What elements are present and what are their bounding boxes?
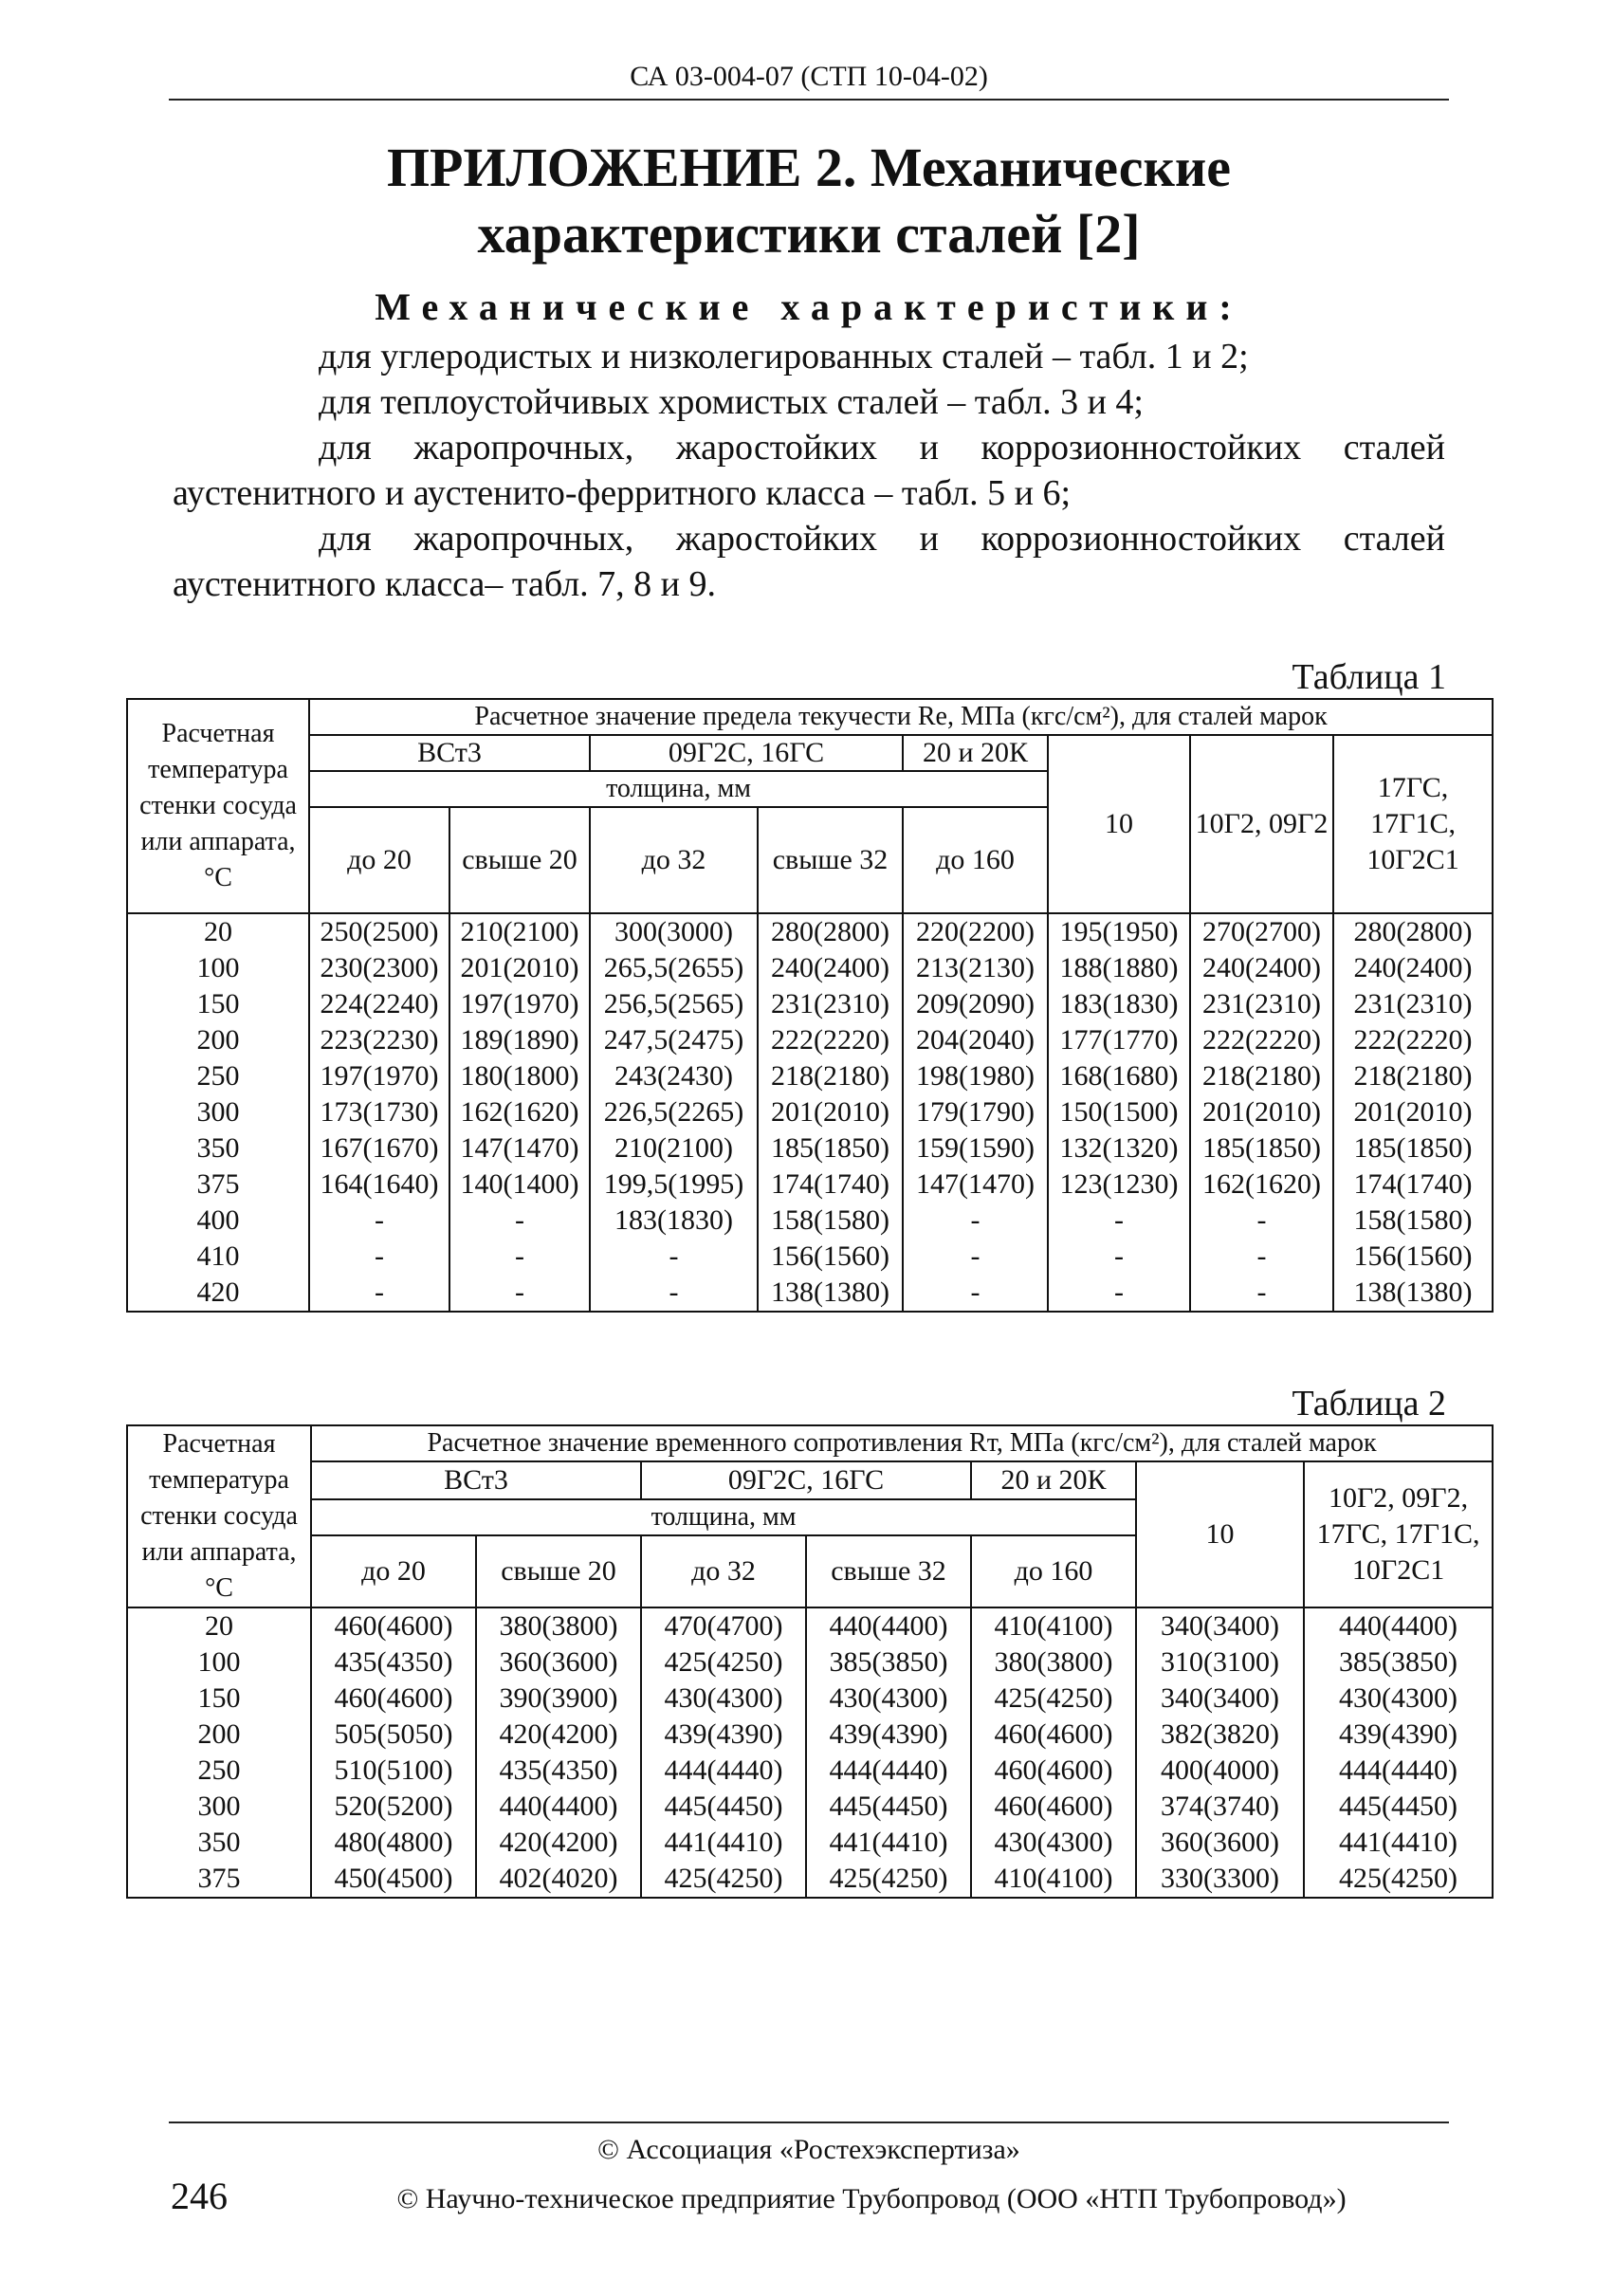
table-1-subheader: до 160 (903, 807, 1048, 913)
value-cell: 188(1880) (1048, 950, 1190, 986)
value-cell: - (903, 1203, 1048, 1239)
value-cell: 147(1470) (449, 1130, 590, 1166)
temperature-cell: 410 (127, 1239, 309, 1275)
value-cell: 201(2010) (1190, 1094, 1333, 1130)
value-cell: 138(1380) (758, 1275, 903, 1312)
value-cell: - (309, 1203, 449, 1239)
value-cell: - (449, 1203, 590, 1239)
value-cell: 204(2040) (903, 1022, 1048, 1058)
table-2-subheader: до 20 (311, 1535, 476, 1607)
value-cell: 209(2090) (903, 986, 1048, 1022)
temperature-cell: 250 (127, 1753, 311, 1789)
value-cell: 444(4440) (1304, 1753, 1493, 1789)
value-cell: 240(2400) (1333, 950, 1493, 986)
value-cell: 197(1970) (449, 986, 590, 1022)
intro-list (173, 334, 1445, 607)
value-cell: 156(1560) (758, 1239, 903, 1275)
value-cell: 167(1670) (309, 1130, 449, 1166)
table-1-header-09g2s: 09Г2С, 16ГС (590, 735, 903, 771)
page-number: 246 (171, 2175, 228, 2217)
value-cell: 340(3400) (1136, 1681, 1304, 1717)
value-cell: 440(4400) (476, 1789, 641, 1825)
value-cell: 445(4450) (1304, 1789, 1493, 1825)
value-cell: 330(3300) (1136, 1861, 1304, 1898)
value-cell: 420(4200) (476, 1825, 641, 1861)
value-cell: 158(1580) (758, 1203, 903, 1239)
table-2-header-10g2: 10Г2, 09Г2, 17ГС, 17Г1С, 10Г2С1 (1304, 1461, 1493, 1607)
value-cell: 444(4440) (806, 1753, 971, 1789)
page-title-line-2: характеристики сталей [2] (477, 203, 1141, 265)
table-1-subheader: свыше 20 (449, 807, 590, 913)
value-cell: 340(3400) (1136, 1607, 1304, 1644)
table-1-header-10: 10 (1048, 735, 1190, 913)
value-cell: 460(4600) (971, 1717, 1136, 1753)
value-cell: 390(3900) (476, 1681, 641, 1717)
table-1-header-10g2: 10Г2, 09Г2 (1190, 735, 1333, 913)
temperature-cell: 100 (127, 950, 309, 986)
value-cell: 439(4390) (641, 1717, 806, 1753)
table-row (127, 1130, 1493, 1166)
value-cell: 132(1320) (1048, 1130, 1190, 1166)
running-header: СА 03-004-07 (СТП 10-04-02) (169, 61, 1449, 101)
table-row (127, 1644, 1493, 1681)
temperature-cell: 420 (127, 1275, 309, 1312)
temperature-cell: 350 (127, 1130, 309, 1166)
intro-item: для жаропрочных, жаростойких и коррозионностойких сталей аустенитного и аустенито-ферритного класса – табл. 5 и 6; (173, 428, 1445, 513)
table-2-subheader: свыше 32 (806, 1535, 971, 1607)
table-row (127, 986, 1493, 1022)
footer-copyright-publisher: © Научно-техническое предприятие Трубопровод (ООО «НТП Трубопровод») (396, 2183, 1347, 2214)
value-cell: 380(3800) (476, 1607, 641, 1644)
value-cell: 439(4390) (806, 1717, 971, 1753)
value-cell: 402(4020) (476, 1861, 641, 1898)
table-row (127, 913, 1493, 950)
table-1-yield-strength (126, 698, 1494, 1313)
intro-item: для теплоустойчивых хромистых сталей – табл. 3 и 4; (319, 382, 1144, 422)
value-cell: 222(2220) (758, 1022, 903, 1058)
intro-item: для углеродистых и низколегированных сталей – табл. 1 и 2; (319, 337, 1249, 377)
table-1-subheader: до 32 (590, 807, 758, 913)
value-cell: 162(1620) (1190, 1166, 1333, 1203)
value-cell: 460(4600) (311, 1607, 476, 1644)
section-subtitle: Механические характеристики: (375, 285, 1243, 328)
temperature-cell: 375 (127, 1166, 309, 1203)
value-cell: 231(2310) (1333, 986, 1493, 1022)
value-cell: - (1048, 1275, 1190, 1312)
table-1-header-17gs: 17ГС, 17Г1С, 10Г2С1 (1333, 735, 1493, 913)
value-cell: - (903, 1275, 1048, 1312)
value-cell: 360(3600) (476, 1644, 641, 1681)
temperature-cell: 20 (127, 913, 309, 950)
value-cell: 420(4200) (476, 1717, 641, 1753)
value-cell: 210(2100) (449, 913, 590, 950)
table-row (127, 1825, 1493, 1861)
value-cell: 198(1980) (903, 1058, 1048, 1094)
value-cell: 480(4800) (311, 1825, 476, 1861)
value-cell: 425(4250) (971, 1681, 1136, 1717)
value-cell: 460(4600) (971, 1789, 1136, 1825)
value-cell: 425(4250) (641, 1644, 806, 1681)
table-row (127, 1681, 1493, 1717)
table-2-header-10: 10 (1136, 1461, 1304, 1607)
table-1-caption: Таблица 1 (1292, 657, 1446, 697)
value-cell: 435(4350) (311, 1644, 476, 1681)
page-title (169, 135, 1449, 267)
value-cell: 164(1640) (309, 1166, 449, 1203)
value-cell: - (903, 1239, 1048, 1275)
value-cell: 445(4450) (806, 1789, 971, 1825)
table-row (127, 1022, 1493, 1058)
value-cell: 226,5(2265) (590, 1094, 758, 1130)
table-1-subheader: свыше 32 (758, 807, 903, 913)
value-cell: 195(1950) (1048, 913, 1190, 950)
value-cell: 185(1850) (758, 1130, 903, 1166)
value-cell: 439(4390) (1304, 1717, 1493, 1753)
value-cell: 385(3850) (806, 1644, 971, 1681)
value-cell: 159(1590) (903, 1130, 1048, 1166)
value-cell: 410(4100) (971, 1607, 1136, 1644)
value-cell: 250(2500) (309, 913, 449, 950)
value-cell: 265,5(2655) (590, 950, 758, 986)
value-cell: 400(4000) (1136, 1753, 1304, 1789)
value-cell: 224(2240) (309, 986, 449, 1022)
value-cell: 185(1850) (1333, 1130, 1493, 1166)
temperature-cell: 300 (127, 1094, 309, 1130)
table-1-header-temperature: Расчетная температура стенки сосуда или аппарата, °С (127, 699, 309, 913)
table-row (127, 950, 1493, 986)
temperature-cell: 100 (127, 1644, 311, 1681)
temperature-cell: 20 (127, 1607, 311, 1644)
value-cell: 185(1850) (1190, 1130, 1333, 1166)
table-2-header-09g2s: 09Г2С, 16ГС (641, 1461, 971, 1499)
value-cell: 123(1230) (1048, 1166, 1190, 1203)
value-cell: 177(1770) (1048, 1022, 1190, 1058)
value-cell: 520(5200) (311, 1789, 476, 1825)
temperature-cell: 150 (127, 1681, 311, 1717)
value-cell: 374(3740) (1136, 1789, 1304, 1825)
page-title-line-1: ПРИЛОЖЕНИЕ 2. Механические (386, 137, 1232, 198)
value-cell: 280(2800) (758, 913, 903, 950)
footer-rule (169, 2122, 1449, 2123)
value-cell: 505(5050) (311, 1717, 476, 1753)
table-2-subheader: до 160 (971, 1535, 1136, 1607)
value-cell: 430(4300) (1304, 1681, 1493, 1717)
value-cell: 162(1620) (449, 1094, 590, 1130)
table-1-header-thickness: толщина, мм (309, 771, 1048, 807)
value-cell: 158(1580) (1333, 1203, 1493, 1239)
temperature-cell: 250 (127, 1058, 309, 1094)
value-cell: 201(2010) (758, 1094, 903, 1130)
table-2-subheader: свыше 20 (476, 1535, 641, 1607)
table-2-subheader: до 32 (641, 1535, 806, 1607)
value-cell: 220(2200) (903, 913, 1048, 950)
temperature-cell: 200 (127, 1022, 309, 1058)
value-cell: 179(1790) (903, 1094, 1048, 1130)
value-cell: - (1190, 1203, 1333, 1239)
value-cell: 440(4400) (1304, 1607, 1493, 1644)
value-cell: 174(1740) (1333, 1166, 1493, 1203)
value-cell: 189(1890) (449, 1022, 590, 1058)
table-2-header-20k: 20 и 20К (971, 1461, 1136, 1499)
value-cell: 425(4250) (1304, 1861, 1493, 1898)
table-row (127, 1861, 1493, 1898)
value-cell: 441(4410) (806, 1825, 971, 1861)
value-cell: 230(2300) (309, 950, 449, 986)
value-cell: - (309, 1239, 449, 1275)
value-cell: 410(4100) (971, 1861, 1136, 1898)
value-cell: 201(2010) (449, 950, 590, 986)
value-cell: 240(2400) (758, 950, 903, 986)
intro-item: для жаропрочных, жаростойких и коррозионностойких сталей аустенитного класса– табл. 7, 8 и 9. (173, 519, 1445, 604)
table-row (127, 1789, 1493, 1825)
value-cell: 425(4250) (641, 1861, 806, 1898)
value-cell: 441(4410) (1304, 1825, 1493, 1861)
table-2-header-vst3: ВСт3 (311, 1461, 641, 1499)
table-1-header-20k: 20 и 20К (903, 735, 1048, 771)
value-cell: 310(3100) (1136, 1644, 1304, 1681)
table-1-header-vst3: ВСт3 (309, 735, 590, 771)
value-cell: 201(2010) (1333, 1094, 1493, 1130)
table-row (127, 1166, 1493, 1203)
table-1-subheader: до 20 (309, 807, 449, 913)
table-row (127, 1058, 1493, 1094)
value-cell: 441(4410) (641, 1825, 806, 1861)
table-2-tensile-strength (126, 1424, 1494, 1899)
value-cell: 183(1830) (590, 1203, 758, 1239)
value-cell: 380(3800) (971, 1644, 1136, 1681)
value-cell: - (309, 1275, 449, 1312)
value-cell: 247,5(2475) (590, 1022, 758, 1058)
value-cell: 223(2230) (309, 1022, 449, 1058)
value-cell: 147(1470) (903, 1166, 1048, 1203)
table-1-header-title: Расчетное значение предела текучести Re, МПа (кгс/см²), для сталей марок (309, 699, 1493, 735)
table-row (127, 1275, 1493, 1312)
value-cell: - (449, 1275, 590, 1312)
value-cell: 470(4700) (641, 1607, 806, 1644)
value-cell: 183(1830) (1048, 986, 1190, 1022)
value-cell: 510(5100) (311, 1753, 476, 1789)
temperature-cell: 150 (127, 986, 309, 1022)
value-cell: 300(3000) (590, 913, 758, 950)
value-cell: 218(2180) (1190, 1058, 1333, 1094)
temperature-cell: 200 (127, 1717, 311, 1753)
value-cell: 440(4400) (806, 1607, 971, 1644)
table-1-body (127, 913, 1493, 1312)
value-cell: 430(4300) (806, 1681, 971, 1717)
value-cell: 210(2100) (590, 1130, 758, 1166)
value-cell: - (590, 1239, 758, 1275)
value-cell: 168(1680) (1048, 1058, 1190, 1094)
value-cell: 218(2180) (758, 1058, 903, 1094)
table-2-header-thickness: толщина, мм (311, 1499, 1136, 1535)
value-cell: 180(1800) (449, 1058, 590, 1094)
value-cell: 231(2310) (758, 986, 903, 1022)
value-cell: 218(2180) (1333, 1058, 1493, 1094)
temperature-cell: 400 (127, 1203, 309, 1239)
value-cell: 222(2220) (1190, 1022, 1333, 1058)
value-cell: 222(2220) (1333, 1022, 1493, 1058)
value-cell: 360(3600) (1136, 1825, 1304, 1861)
value-cell: 199,5(1995) (590, 1166, 758, 1203)
temperature-cell: 375 (127, 1861, 311, 1898)
value-cell: 385(3850) (1304, 1644, 1493, 1681)
value-cell: 430(4300) (641, 1681, 806, 1717)
table-row (127, 1717, 1493, 1753)
value-cell: - (1190, 1275, 1333, 1312)
table-2-header-title: Расчетное значение временного сопротивления Rт, МПа (кгс/см²), для сталей марок (311, 1425, 1493, 1461)
value-cell: 140(1400) (449, 1166, 590, 1203)
value-cell: 280(2800) (1333, 913, 1493, 950)
table-2-header-temperature: Расчетная температура стенки сосуда или аппарата, °С (127, 1425, 311, 1607)
value-cell: 240(2400) (1190, 950, 1333, 986)
table-2-caption: Таблица 2 (1292, 1384, 1446, 1424)
temperature-cell: 350 (127, 1825, 311, 1861)
value-cell: 460(4600) (311, 1681, 476, 1717)
table-row (127, 1203, 1493, 1239)
table-row (127, 1753, 1493, 1789)
value-cell: - (590, 1275, 758, 1312)
table-row (127, 1607, 1493, 1644)
table-row (127, 1239, 1493, 1275)
value-cell: 138(1380) (1333, 1275, 1493, 1312)
value-cell: 444(4440) (641, 1753, 806, 1789)
value-cell: - (1048, 1239, 1190, 1275)
value-cell: 270(2700) (1190, 913, 1333, 950)
value-cell: 460(4600) (971, 1753, 1136, 1789)
temperature-cell: 300 (127, 1789, 311, 1825)
value-cell: 445(4450) (641, 1789, 806, 1825)
value-cell: - (1190, 1239, 1333, 1275)
value-cell: 156(1560) (1333, 1239, 1493, 1275)
value-cell: 243(2430) (590, 1058, 758, 1094)
value-cell: - (1048, 1203, 1190, 1239)
value-cell: - (449, 1239, 590, 1275)
value-cell: 150(1500) (1048, 1094, 1190, 1130)
footer-copyright-association: © Ассоциация «Ростехэкспертиза» (597, 2134, 1020, 2165)
value-cell: 425(4250) (806, 1861, 971, 1898)
value-cell: 435(4350) (476, 1753, 641, 1789)
value-cell: 174(1740) (758, 1166, 903, 1203)
value-cell: 256,5(2565) (590, 986, 758, 1022)
value-cell: 430(4300) (971, 1825, 1136, 1861)
value-cell: 213(2130) (903, 950, 1048, 986)
value-cell: 450(4500) (311, 1861, 476, 1898)
value-cell: 382(3820) (1136, 1717, 1304, 1753)
table-2-body (127, 1607, 1493, 1898)
table-row (127, 1094, 1493, 1130)
value-cell: 173(1730) (309, 1094, 449, 1130)
value-cell: 197(1970) (309, 1058, 449, 1094)
value-cell: 231(2310) (1190, 986, 1333, 1022)
